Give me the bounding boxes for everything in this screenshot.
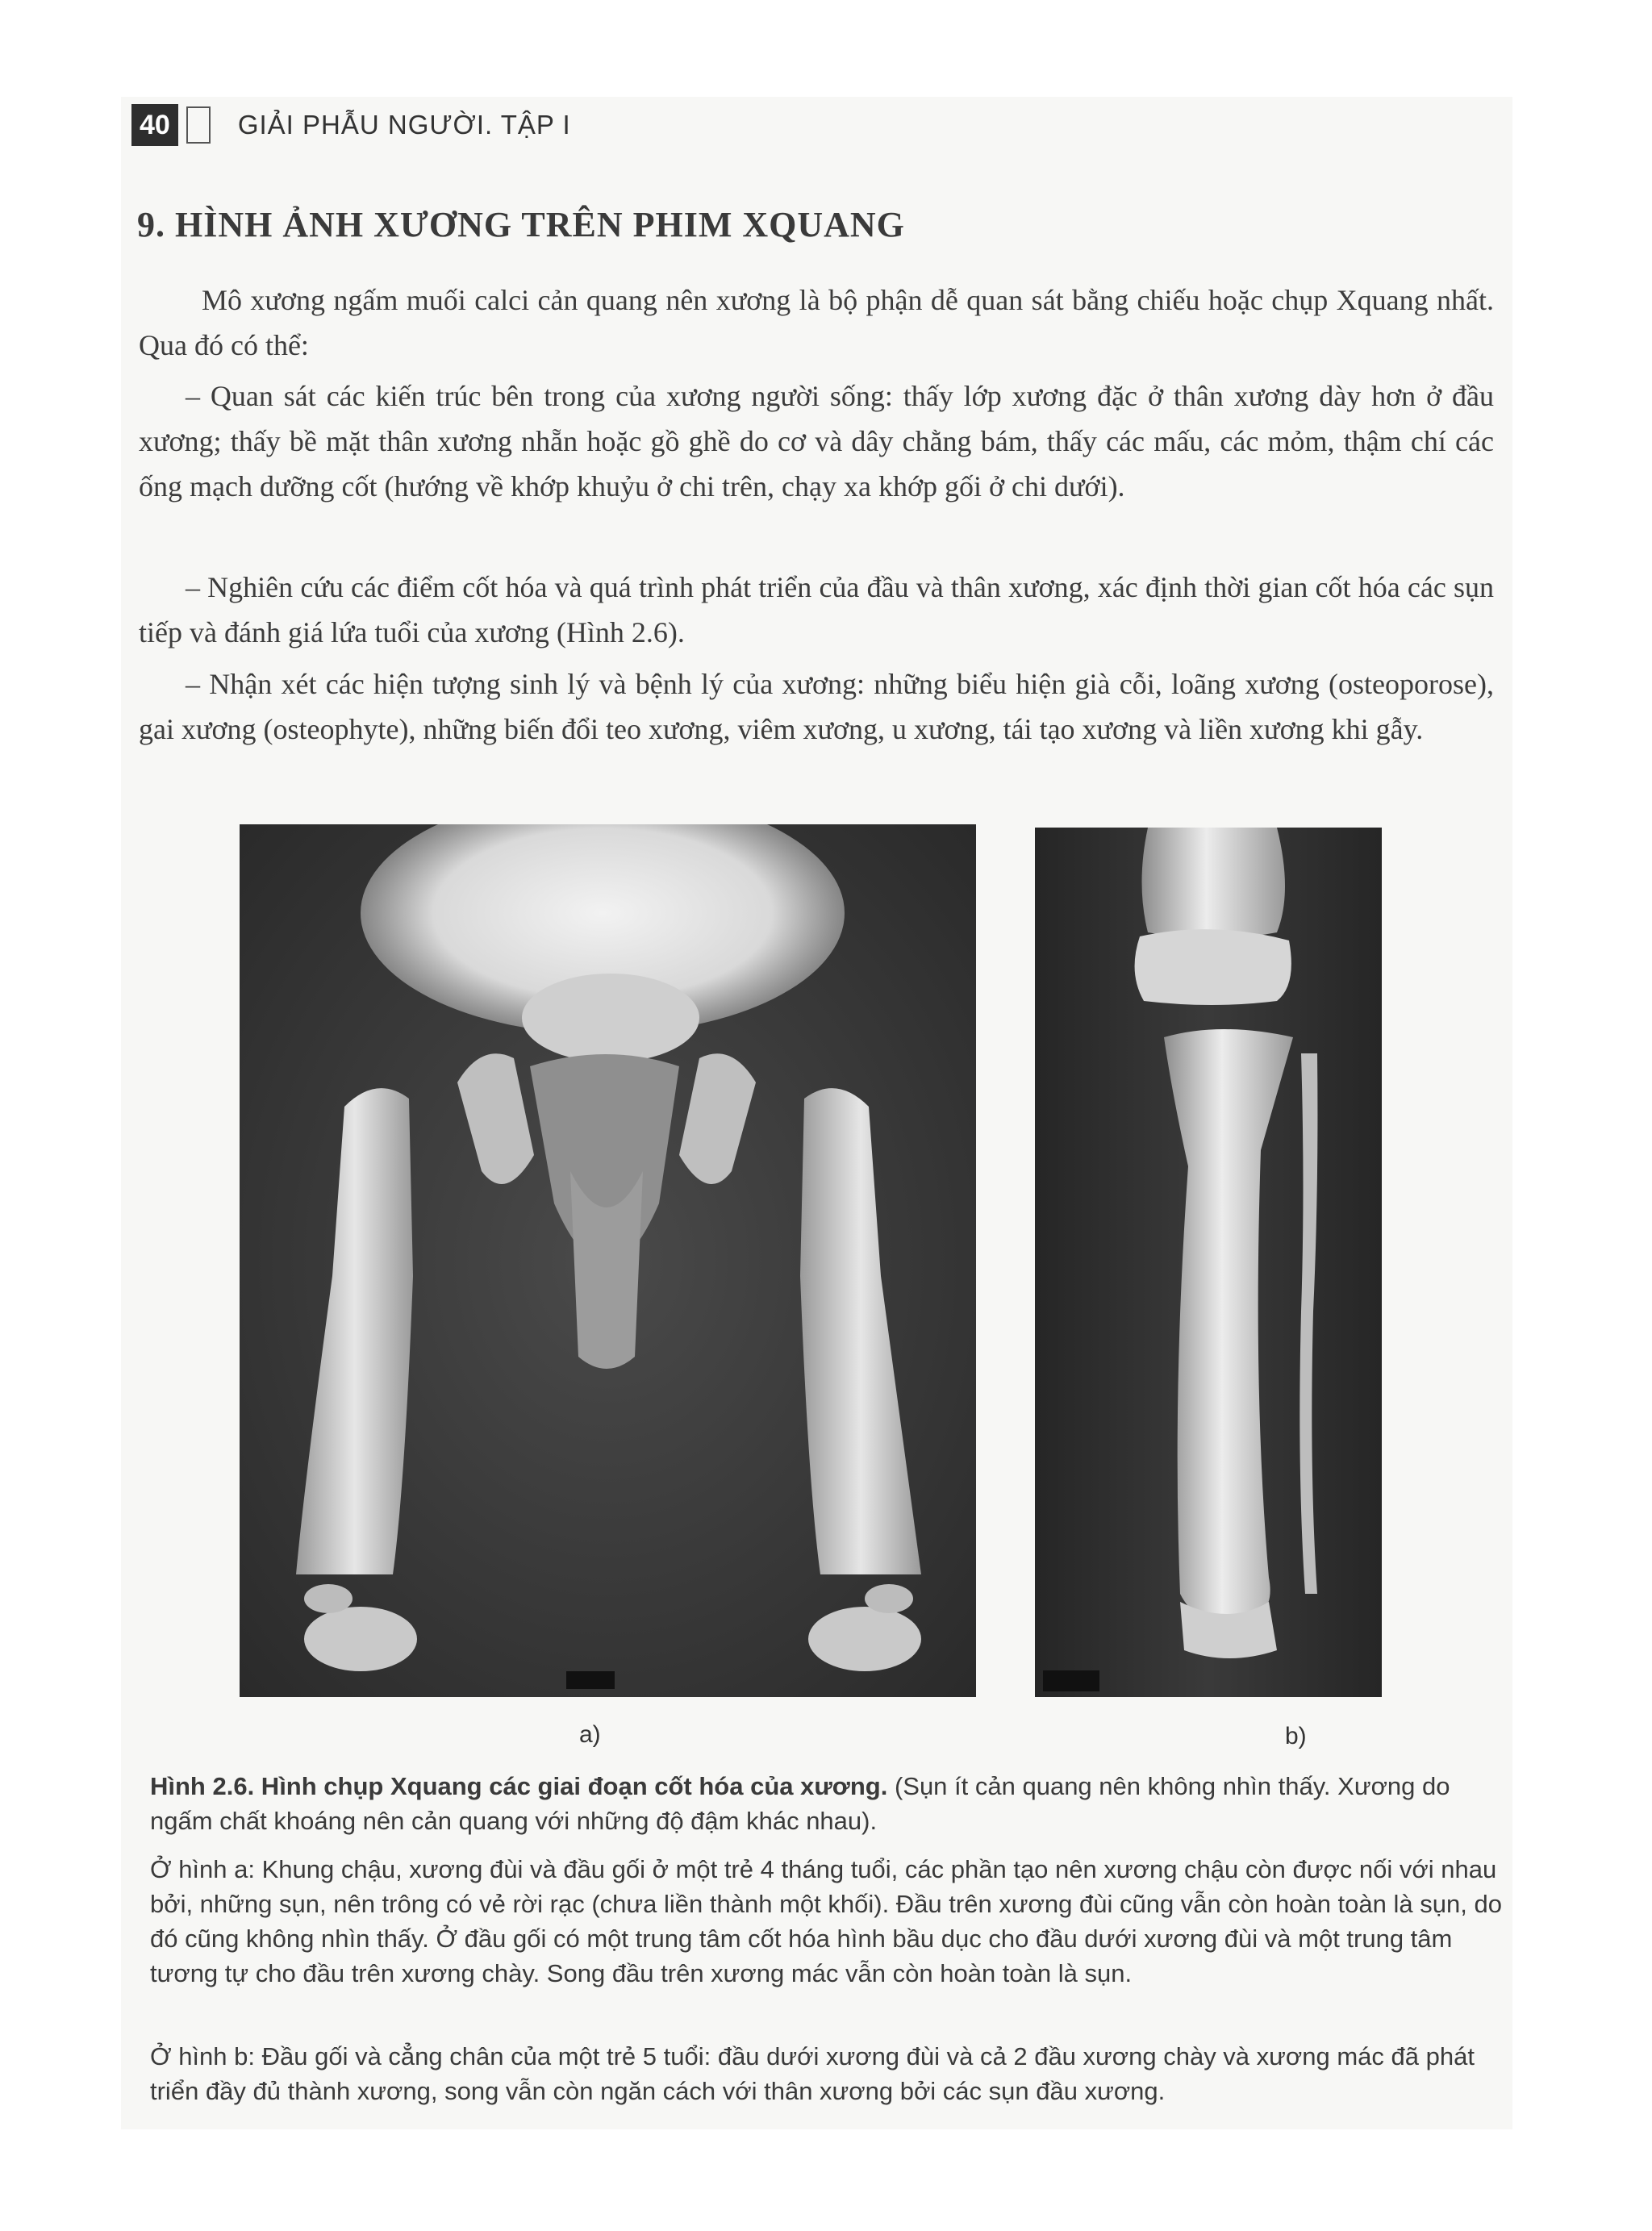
paragraph-bullet-pathology: – Nhận xét các hiện tượng sinh lý và bệnh lý của xương: những biểu hiện già cỗi, loãng xương (osteoporose), gai xương (osteophyte), những biến đổi teo xương, viêm xương, u xương, tái tạo xương và liền xương khi gẫy. [139, 668, 1494, 745]
paragraph-bullet-structure: – Quan sát các kiến trúc bên trong của xương người sống: thấy lớp xương đặc ở thân xương dày hơn ở đầu xương; thấy bề mặt thân xương nhẵn hoặc gồ ghề do cơ và dây chằng bám, thấy các mấu, các mỏm, thậm chí các ống mạch dưỡng cốt (hướng về khớp khuỷu ở chi trên, chạy xa khớp gối ở chi dưới). [139, 380, 1494, 502]
figure-caption-b: Ở hình b: Đầu gối và cẳng chân của một trẻ 5 tuổi: đầu dưới xương đùi và cả 2 đầu xương chày và xương mác đã phát triển đầy đủ thành xương, song vẫn còn ngăn cách với thân xương bởi các sụn đầu xương. [150, 2042, 1475, 2105]
paragraph-bullet-ossification: – Nghiên cứu các điểm cốt hóa và quá trình phát triển của đầu và thân xương, xác định thời gian cốt hóa các sụn tiếp và đánh giá lứa tuổi của xương (Hình 2.6). [139, 571, 1494, 648]
paragraph-intro: Mô xương ngấm muối calci cản quang nên xương là bộ phận dễ quan sát bằng chiếu hoặc chụp Xquang nhất. Qua đó có thể: [139, 284, 1494, 361]
xray-b-drawing [1035, 828, 1382, 1697]
xray-a-drawing [240, 824, 976, 1697]
page-number: 40 [131, 104, 178, 146]
figure-label-a: a) [579, 1721, 601, 1748]
book-title: GIẢI PHẪU NGƯỜI. TẬP I [237, 110, 571, 140]
figure-caption-a: Ở hình a: Khung chậu, xương đùi và đầu gối ở một trẻ 4 tháng tuổi, các phần tạo nên xương chậu còn được nối với nhau bởi, những sụn, nên trông có vẻ rời rạc (chưa liền thành một khối). Đầu trên xương đùi cũng vẫn còn hoàn toàn là sụn, do đó cũng không nhìn thấy. Ở đầu gối có một trung tâm cốt hóa hình bầu dục cho đầu dưới xương đùi và một trung tâm tương tự cho đầu trên xương chày. Song đầu trên xương mác vẫn còn hoàn toàn là sụn. [150, 1855, 1502, 1987]
publisher-logo-icon [186, 106, 211, 144]
figure-caption-note: (Sụn ít cản quang nên không nhìn thấy. Xương do ngấm chất khoáng nên cản quang với những độ đậm khác nhau). [150, 1772, 1450, 1835]
figure-label-b: b) [1285, 1723, 1307, 1749]
section-heading: 9. HÌNH ẢNH XƯƠNG TRÊN PHIM XQUANG [137, 205, 905, 244]
figure-caption-title: Hình 2.6. Hình chụp Xquang các giai đoạn cốt hóa của xương. [150, 1772, 888, 1800]
xray-image-b [1035, 828, 1382, 1697]
xray-image-a [240, 824, 976, 1697]
page-header [131, 103, 571, 147]
figure-caption [150, 1769, 1505, 1838]
